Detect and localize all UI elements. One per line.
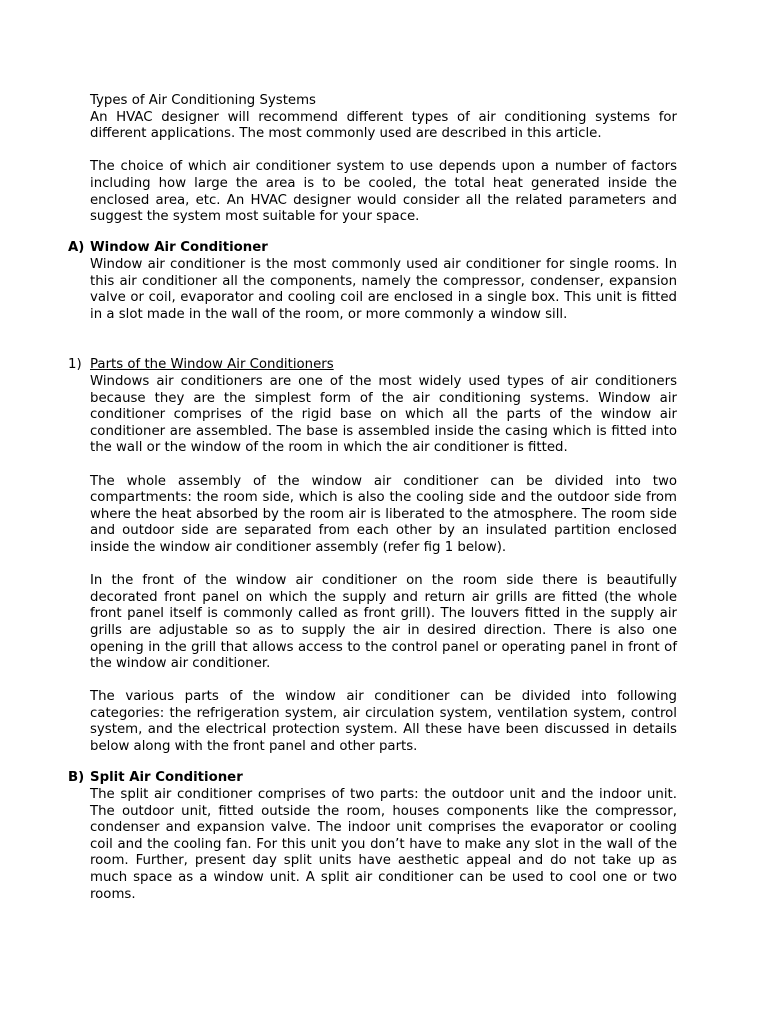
subsection-1-heading (68, 357, 678, 374)
section-a-marker: A) (68, 240, 85, 255)
subsection-1-paragraph-2: The whole assembly of the window air conditioner can be divided into two compartments: the room side, which is also the cooling side and the outdoor side from where the heat absorbed by the room air is liberated to the atmosphere. The room side and outdoor side are separated from each other by an insulated partition enclosed inside the window air conditioner assembly (refer fig 1 below). (90, 473, 677, 555)
subsection-1-paragraph-4: The various parts of the window air conditioner can be divided into following categories: the refrigeration system, air circulation system, ventilation system, control system, and the electrical protection system. All these have been discussed in details below along with the front panel and other parts. (90, 689, 677, 755)
subsection-1-block (90, 374, 677, 756)
section-b-marker: B) (68, 770, 85, 785)
section-a-block (90, 257, 677, 323)
section-a-title: Window Air Conditioner (90, 240, 268, 255)
section-b-heading (68, 770, 678, 787)
intro-block (90, 93, 677, 226)
intro-paragraph-2: The choice of which air conditioner system to use depends upon a number of factors including how large the area is to be cooled, the total heat generated inside the enclosed area, etc. An HVAC designer would consider all the related parameters and suggest the system most suitable for your space. (90, 159, 677, 225)
subsection-1-marker: 1) (68, 357, 82, 372)
subsection-1-paragraph-1: Windows air conditioners are one of the most widely used types of air conditioners because they are the simplest form of the air conditioning systems. Window air conditioner comprises of the rigid base on which all the parts of the window air conditioner are assembled. The base is assembled inside the casing which is fitted into the wall or the window of the room in which the air conditioner is fitted. (90, 374, 677, 456)
section-b-title: Split Air Conditioner (90, 770, 243, 785)
section-b-paragraph-1: The split air conditioner comprises of two parts: the outdoor unit and the indoor unit. The outdoor unit, fitted outside the room, houses components like the compressor, condenser and expansion valve. The indoor unit comprises the evaporator or cooling coil and the cooling fan. For this unit you don’t have to make any slot in the wall of the room. Further, present day split units have aesthetic appeal and do not take up as much space as a window unit. A split air conditioner can be used to cool one or two rooms. (90, 787, 677, 902)
intro-paragraph-1: An HVAC designer will recommend different types of air conditioning systems for different applications. The most commonly used are described in this article. (90, 109, 677, 142)
section-a-paragraph-1: Window air conditioner is the most commonly used air conditioner for single rooms. In this air conditioner all the components, namely the compressor, condenser, expansion valve or coil, evaporator and cooling coil are enclosed in a single box. This unit is fitted in a slot made in the wall of the room, or more commonly a window sill. (90, 257, 677, 322)
section-a-heading (68, 240, 678, 257)
subsection-1-title: Parts of the Window Air Conditioners (90, 357, 334, 372)
section-b-block (90, 787, 677, 903)
subsection-1-paragraph-3: In the front of the window air conditioner on the room side there is beautifully decorated front panel on which the supply and return air grills are fitted (the whole front panel itself is commonly called as front grill). The louvers fitted in the supply air grills are adjustable so as to supply the air in desired direction. There is also one opening in the grill that allows access to the control panel or operating panel in front of the window air conditioner. (90, 573, 677, 672)
intro-title: Types of Air Conditioning Systems (90, 93, 316, 108)
